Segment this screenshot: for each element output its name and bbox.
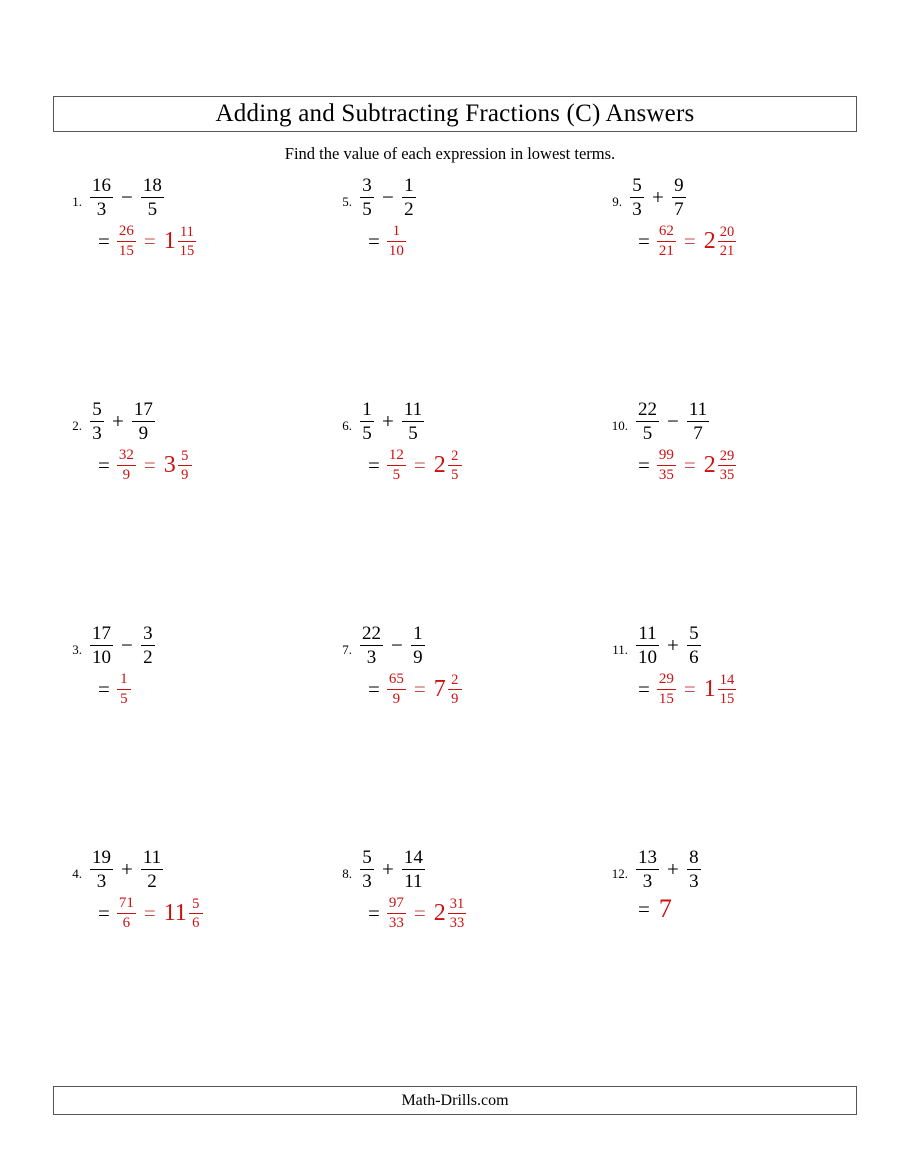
- answer-second-equals-sign: =: [683, 452, 696, 477]
- improper-fraction-answer-numerator: 99: [658, 447, 674, 463]
- mixed-number-answer: [162, 225, 199, 259]
- left-operand-fraction: [90, 400, 104, 443]
- answer-equals-sign: =: [368, 676, 380, 701]
- answer-equals-sign: =: [98, 228, 110, 253]
- right-operand-fraction-numerator: 11: [403, 399, 423, 420]
- improper-fraction-answer-denominator: 33: [388, 914, 404, 931]
- right-operand-fraction-numerator: 11: [688, 399, 708, 420]
- left-operand-fraction-denominator: 3: [96, 198, 107, 220]
- operator-symbol: +: [382, 409, 394, 434]
- problem-number: 6.: [342, 418, 352, 433]
- question-line: [600, 848, 870, 892]
- question-line: [330, 624, 600, 668]
- improper-fraction-answer-bar: [387, 689, 406, 690]
- left-operand-fraction-numerator: 22: [638, 399, 657, 420]
- problem-number: 9.: [612, 194, 622, 209]
- mixed-fraction-part-bar: [178, 465, 192, 466]
- problem-4: [60, 848, 330, 1072]
- improper-fraction-answer: [117, 896, 136, 931]
- answer-equals-sign: =: [368, 228, 380, 253]
- right-operand-fraction-numerator: 9: [674, 175, 684, 196]
- right-operand-fraction: [672, 176, 686, 219]
- answer-line: [330, 224, 600, 259]
- improper-fraction-answer-numerator: 1: [392, 223, 401, 239]
- left-operand-fraction-denominator: 3: [96, 870, 107, 892]
- mixed-fraction-part-denominator: 21: [719, 242, 735, 259]
- right-operand-fraction-bar: [402, 421, 424, 422]
- mixed-fraction-part-bar: [718, 465, 737, 466]
- right-operand-fraction-bar: [141, 645, 155, 646]
- left-operand-fraction: [636, 400, 659, 443]
- improper-fraction-answer: [117, 448, 136, 483]
- left-operand-fraction-bar: [360, 421, 374, 422]
- answer-second-equals-sign: =: [683, 676, 696, 701]
- right-operand-fraction-denominator: 11: [404, 870, 423, 892]
- left-operand-fraction-numerator: 16: [92, 175, 111, 196]
- problem-5: [330, 176, 600, 400]
- improper-fraction-answer-numerator: 26: [118, 223, 134, 239]
- improper-fraction-answer-denominator: 9: [122, 466, 131, 483]
- left-operand-fraction: [360, 848, 374, 891]
- right-operand-fraction: [132, 400, 155, 443]
- left-operand-fraction-numerator: 22: [362, 623, 381, 644]
- problem-number: 5.: [342, 194, 352, 209]
- answer-equals-sign: =: [98, 900, 110, 925]
- mixed-number-answer: [432, 449, 464, 483]
- answer-line: [600, 672, 870, 707]
- right-operand-fraction-denominator: 3: [689, 870, 699, 892]
- improper-fraction-answer-numerator: 32: [118, 447, 134, 463]
- title-box: [53, 96, 857, 132]
- problem-number: 8.: [342, 866, 352, 881]
- page-subtitle: Find the value of each expression in lowest terms.: [284, 144, 616, 163]
- right-operand-fraction-bar: [402, 869, 425, 870]
- left-operand-fraction-bar: [90, 869, 113, 870]
- improper-fraction-answer: [387, 672, 406, 707]
- mixed-number-answer: [702, 449, 739, 483]
- answer-line: [60, 672, 330, 707]
- improper-fraction-answer-bar: [117, 913, 136, 914]
- mixed-whole-part: 1: [163, 228, 176, 255]
- operator-symbol: −: [121, 185, 133, 210]
- question-line: [330, 176, 600, 220]
- right-operand-fraction-bar: [141, 869, 163, 870]
- left-operand-fraction-bar: [90, 197, 113, 198]
- mixed-fraction-part-bar: [189, 913, 203, 914]
- problem-grid: [0, 176, 900, 1072]
- answer-equals-sign: =: [638, 452, 650, 477]
- left-operand-fraction-numerator: 5: [92, 399, 102, 420]
- answer-line: [600, 448, 870, 483]
- left-operand-fraction-numerator: 5: [362, 847, 372, 868]
- left-operand-fraction-numerator: 5: [632, 175, 642, 196]
- mixed-number-answer: [432, 673, 464, 707]
- problem-7: [330, 624, 600, 848]
- problem-1: [60, 176, 330, 400]
- answer-equals-sign: =: [638, 676, 650, 701]
- right-operand-fraction-denominator: 6: [689, 646, 699, 668]
- question-line: [60, 176, 330, 220]
- left-operand-fraction-numerator: 17: [92, 623, 111, 644]
- right-operand-fraction-numerator: 18: [142, 175, 162, 196]
- answer-equals-sign: =: [368, 452, 380, 477]
- mixed-fraction-part: [448, 673, 462, 707]
- operator-symbol: +: [667, 633, 679, 658]
- left-operand-fraction: [360, 400, 374, 443]
- answer-second-equals-sign: =: [143, 228, 156, 253]
- problem-number: 7.: [342, 642, 352, 657]
- improper-fraction-answer-denominator: 15: [658, 690, 674, 707]
- answer-second-equals-sign: =: [413, 676, 426, 701]
- problem-9: [600, 176, 870, 400]
- answer-line: [330, 896, 600, 931]
- question-expression: [358, 400, 426, 443]
- right-operand-fraction-bar: [687, 645, 701, 646]
- answer-equals-sign: =: [368, 900, 380, 925]
- question-expression: [88, 624, 157, 667]
- left-operand-fraction: [636, 624, 659, 667]
- question-line: [60, 400, 330, 444]
- operator-symbol: +: [667, 857, 679, 882]
- left-operand-fraction-bar: [636, 645, 659, 646]
- answer-line: [60, 224, 330, 259]
- left-operand-fraction-bar: [360, 197, 374, 198]
- improper-fraction-answer: [387, 224, 406, 259]
- left-operand-fraction-numerator: 19: [92, 847, 111, 868]
- right-operand-fraction: [687, 400, 709, 443]
- answer-equals-sign: =: [98, 452, 110, 477]
- mixed-fraction-part: [178, 449, 192, 483]
- mixed-fraction-part-denominator: 6: [192, 914, 200, 931]
- right-operand-fraction-denominator: 2: [147, 870, 157, 892]
- answer-line: [330, 672, 600, 707]
- left-operand-fraction-denominator: 10: [638, 646, 657, 668]
- answer-second-equals-sign: =: [143, 452, 156, 477]
- problem-row: [0, 848, 900, 1072]
- left-operand-fraction: [360, 176, 374, 219]
- left-operand-fraction-denominator: 5: [642, 422, 653, 444]
- left-operand-fraction-bar: [630, 197, 644, 198]
- question-expression: [358, 624, 427, 667]
- improper-fraction-answer-denominator: 21: [658, 242, 674, 259]
- mixed-fraction-part-denominator: 15: [179, 242, 195, 259]
- right-operand-fraction-numerator: 1: [413, 623, 423, 644]
- right-operand-fraction-numerator: 3: [143, 623, 153, 644]
- question-line: [60, 848, 330, 892]
- mixed-whole-part: 1: [703, 676, 716, 703]
- answer-line: [600, 224, 870, 259]
- left-operand-fraction-denominator: 5: [362, 422, 372, 444]
- right-operand-fraction-numerator: 5: [689, 623, 699, 644]
- question-expression: [88, 848, 165, 891]
- problem-number: 12.: [611, 866, 628, 881]
- mixed-whole-part: 2: [703, 228, 716, 255]
- question-expression: [358, 176, 418, 219]
- problem-2: [60, 400, 330, 624]
- improper-fraction-answer-bar: [387, 465, 406, 466]
- question-expression: [634, 624, 703, 667]
- improper-fraction-answer-bar: [117, 241, 136, 242]
- improper-fraction-answer: [387, 448, 406, 483]
- improper-fraction-answer-numerator: 97: [388, 895, 404, 911]
- right-operand-fraction: [411, 624, 425, 667]
- operator-symbol: +: [112, 409, 124, 434]
- improper-fraction-answer-bar: [657, 465, 676, 466]
- mixed-fraction-part-numerator: 5: [192, 895, 200, 912]
- improper-fraction-answer-numerator: 62: [658, 223, 674, 239]
- improper-fraction-answer-denominator: 15: [118, 242, 134, 259]
- right-operand-fraction: [402, 848, 425, 891]
- mixed-fraction-part: [448, 897, 467, 931]
- improper-fraction-answer-bar: [657, 689, 676, 690]
- improper-fraction-answer-bar: [117, 689, 131, 690]
- improper-fraction-answer-denominator: 5: [392, 466, 401, 483]
- mixed-fraction-part-bar: [718, 241, 737, 242]
- problem-number: 2.: [72, 418, 82, 433]
- mixed-fraction-part-bar: [178, 241, 197, 242]
- question-line: [330, 400, 600, 444]
- left-operand-fraction-denominator: 3: [92, 422, 102, 444]
- right-operand-fraction-denominator: 9: [138, 422, 149, 444]
- left-operand-fraction: [90, 624, 113, 667]
- improper-fraction-answer-bar: [387, 913, 406, 914]
- mixed-fraction-part-bar: [718, 689, 737, 690]
- question-line: [330, 848, 600, 892]
- left-operand-fraction-denominator: 3: [366, 646, 377, 668]
- problem-number: 11.: [612, 642, 628, 657]
- page-title: Adding and Subtracting Fractions (C) Answers: [215, 100, 695, 127]
- answer-second-equals-sign: =: [413, 452, 426, 477]
- left-operand-fraction-numerator: 11: [638, 623, 657, 644]
- mixed-fraction-part-numerator: 20: [719, 223, 735, 240]
- mixed-fraction-part: [718, 673, 737, 707]
- improper-fraction-answer-numerator: 12: [388, 447, 404, 463]
- operator-symbol: −: [667, 409, 679, 434]
- mixed-fraction-part-numerator: 2: [451, 671, 459, 688]
- mixed-number-answer: [702, 673, 739, 707]
- improper-fraction-answer: [387, 896, 406, 931]
- question-line: [60, 624, 330, 668]
- problem-row: [0, 176, 900, 400]
- right-operand-fraction-denominator: 7: [674, 198, 684, 220]
- mixed-fraction-part: [718, 225, 737, 259]
- left-operand-fraction-denominator: 3: [362, 870, 372, 892]
- operator-symbol: −: [121, 633, 133, 658]
- improper-fraction-answer-bar: [117, 465, 136, 466]
- right-operand-fraction-bar: [687, 869, 701, 870]
- problem-6: [330, 400, 600, 624]
- answer-line: [600, 896, 870, 922]
- improper-fraction-answer-numerator: 65: [388, 671, 404, 687]
- improper-fraction-answer-denominator: 10: [388, 242, 404, 259]
- improper-fraction-answer: [657, 224, 676, 259]
- right-operand-fraction: [402, 400, 424, 443]
- right-operand-fraction: [687, 848, 701, 891]
- mixed-fraction-part-denominator: 35: [719, 466, 735, 483]
- mixed-fraction-part-bar: [448, 913, 467, 914]
- mixed-number-answer: [702, 225, 739, 259]
- question-line: [600, 624, 870, 668]
- left-operand-fraction: [90, 848, 113, 891]
- mixed-fraction-part: [189, 897, 203, 931]
- operator-symbol: −: [382, 185, 394, 210]
- right-operand-fraction: [687, 624, 701, 667]
- right-operand-fraction-bar: [672, 197, 686, 198]
- left-operand-fraction-bar: [360, 645, 383, 646]
- whole-number-answer: 7: [658, 894, 672, 923]
- problem-8: [330, 848, 600, 1072]
- left-operand-fraction-numerator: 3: [362, 175, 372, 196]
- right-operand-fraction-denominator: 7: [693, 422, 703, 444]
- left-operand-fraction-bar: [636, 421, 659, 422]
- mixed-fraction-part-denominator: 15: [719, 690, 735, 707]
- question-expression: [634, 400, 711, 443]
- left-operand-fraction-denominator: 3: [632, 198, 642, 220]
- improper-fraction-answer-denominator: 9: [392, 690, 401, 707]
- left-operand-fraction-bar: [360, 869, 374, 870]
- right-operand-fraction-numerator: 11: [142, 847, 162, 868]
- mixed-number-answer: [162, 449, 194, 483]
- left-operand-fraction-numerator: 13: [638, 847, 657, 868]
- improper-fraction-answer-denominator: 35: [658, 466, 674, 483]
- right-operand-fraction-denominator: 2: [404, 198, 414, 220]
- right-operand-fraction-bar: [132, 421, 155, 422]
- improper-fraction-answer: [117, 672, 131, 707]
- mixed-fraction-part-denominator: 5: [451, 466, 459, 483]
- answer-second-equals-sign: =: [413, 900, 426, 925]
- answer-equals-sign: =: [98, 676, 110, 701]
- right-operand-fraction-numerator: 1: [404, 175, 414, 196]
- answer-equals-sign: =: [638, 896, 650, 921]
- question-line: [600, 400, 870, 444]
- right-operand-fraction: [402, 176, 416, 219]
- question-expression: [88, 176, 166, 219]
- left-operand-fraction-numerator: 1: [362, 399, 372, 420]
- question-expression: [358, 848, 427, 891]
- improper-fraction-answer: [117, 224, 136, 259]
- right-operand-fraction-denominator: 5: [147, 198, 158, 220]
- right-operand-fraction-bar: [141, 197, 164, 198]
- improper-fraction-answer-numerator: 29: [658, 671, 674, 687]
- left-operand-fraction: [90, 176, 113, 219]
- improper-fraction-answer: [657, 672, 676, 707]
- mixed-fraction-part-numerator: 11: [179, 223, 194, 240]
- operator-symbol: +: [121, 857, 133, 882]
- operator-symbol: +: [652, 185, 664, 210]
- right-operand-fraction: [141, 624, 155, 667]
- problem-number: 10.: [611, 418, 628, 433]
- mixed-whole-part: 2: [433, 900, 446, 927]
- right-operand-fraction: [141, 176, 164, 219]
- mixed-fraction-part-numerator: 5: [181, 447, 189, 464]
- operator-symbol: +: [382, 857, 394, 882]
- left-operand-fraction-bar: [90, 421, 104, 422]
- mixed-fraction-part-numerator: 14: [719, 671, 735, 688]
- answer-line: [60, 896, 330, 931]
- answer-line: [330, 448, 600, 483]
- mixed-whole-part: 2: [433, 452, 446, 479]
- mixed-fraction-part: [448, 449, 462, 483]
- left-operand-fraction: [360, 624, 383, 667]
- mixed-number-answer: [432, 897, 469, 931]
- problem-number: 4.: [72, 866, 82, 881]
- right-operand-fraction-denominator: 9: [413, 646, 423, 668]
- mixed-fraction-part-denominator: 9: [181, 466, 189, 483]
- improper-fraction-answer: [657, 448, 676, 483]
- mixed-whole-part: 2: [703, 452, 716, 479]
- right-operand-fraction-bar: [411, 645, 425, 646]
- answer-second-equals-sign: =: [143, 900, 156, 925]
- problem-number: 1.: [72, 194, 82, 209]
- left-operand-fraction: [630, 176, 644, 219]
- mixed-fraction-part: [178, 225, 197, 259]
- improper-fraction-answer-denominator: 6: [122, 914, 131, 931]
- mixed-fraction-part-numerator: 29: [719, 447, 735, 464]
- mixed-fraction-part-bar: [448, 689, 462, 690]
- mixed-fraction-part-denominator: 9: [451, 690, 459, 707]
- question-expression: [628, 176, 688, 219]
- left-operand-fraction: [636, 848, 659, 891]
- problem-10: [600, 400, 870, 624]
- question-line: [600, 176, 870, 220]
- improper-fraction-answer-denominator: 5: [120, 690, 128, 707]
- mixed-whole-part: 3: [163, 452, 176, 479]
- mixed-whole-part: 11: [163, 900, 187, 927]
- right-operand-fraction-numerator: 17: [133, 399, 153, 420]
- right-operand-fraction-denominator: 5: [408, 422, 418, 444]
- improper-fraction-answer-numerator: 71: [118, 895, 134, 911]
- problem-12: [600, 848, 870, 1072]
- problem-row: [0, 400, 900, 624]
- operator-symbol: −: [391, 633, 403, 658]
- mixed-fraction-part-bar: [448, 465, 462, 466]
- right-operand-fraction-numerator: 8: [689, 847, 699, 868]
- mixed-number-answer: [162, 897, 205, 931]
- question-expression: [88, 400, 157, 443]
- left-operand-fraction-denominator: 3: [642, 870, 653, 892]
- right-operand-fraction-denominator: 2: [143, 646, 153, 668]
- improper-fraction-answer-bar: [387, 241, 406, 242]
- left-operand-fraction-bar: [636, 869, 659, 870]
- problem-3: [60, 624, 330, 848]
- footer-label: Math-Drills.com: [401, 1091, 509, 1109]
- mixed-fraction-part-numerator: 2: [451, 447, 459, 464]
- mixed-fraction-part-denominator: 33: [449, 914, 465, 931]
- footer-box: [53, 1086, 857, 1115]
- improper-fraction-answer-bar: [657, 241, 676, 242]
- problem-row: [0, 624, 900, 848]
- answer-second-equals-sign: =: [683, 228, 696, 253]
- problem-11: [600, 624, 870, 848]
- mixed-whole-part: 7: [433, 676, 446, 703]
- right-operand-fraction-numerator: 14: [403, 847, 423, 868]
- improper-fraction-answer-numerator: 1: [120, 671, 128, 687]
- left-operand-fraction-denominator: 5: [362, 198, 372, 220]
- question-expression: [634, 848, 703, 891]
- right-operand-fraction-bar: [687, 421, 709, 422]
- left-operand-fraction-denominator: 10: [92, 646, 111, 668]
- answer-equals-sign: =: [638, 228, 650, 253]
- answer-line: [60, 448, 330, 483]
- mixed-fraction-part: [718, 449, 737, 483]
- left-operand-fraction-bar: [90, 645, 113, 646]
- mixed-fraction-part-numerator: 31: [449, 895, 465, 912]
- problem-number: 3.: [72, 642, 82, 657]
- right-operand-fraction: [141, 848, 163, 891]
- right-operand-fraction-bar: [402, 197, 416, 198]
